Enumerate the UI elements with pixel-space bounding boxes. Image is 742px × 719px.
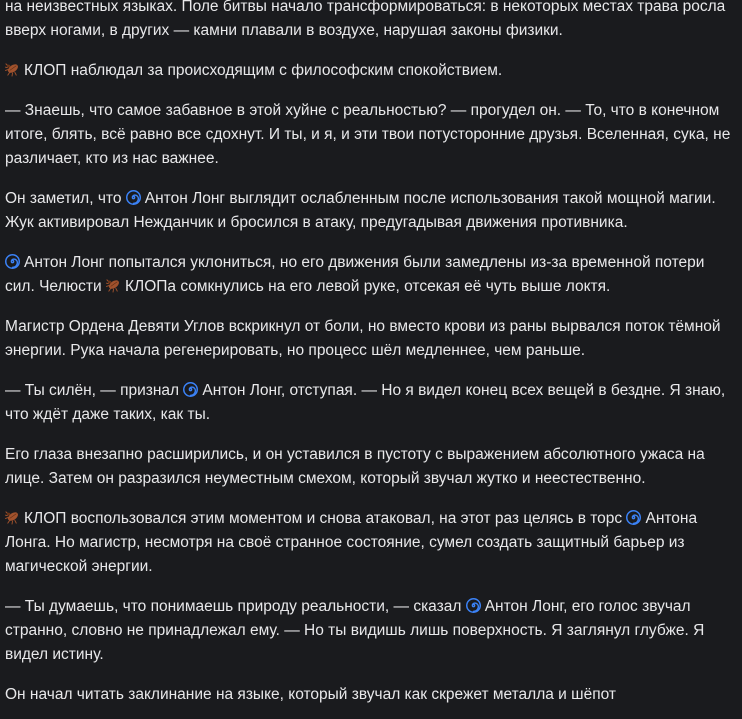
story-paragraph: [5, 443, 735, 491]
story-paragraph: [5, 595, 735, 667]
paragraph-text: Антон Лонг, отступая. — Но я видел конец всех вещей в бездне. Я знаю, что ждёт даже таких, как ты.: [5, 382, 726, 423]
story-paragraph: [5, 315, 735, 363]
paragraph-text: КЛОПа сомкнулись на его левой руке, отсекая её чуть выше локтя.: [125, 278, 611, 295]
story-paragraph: [5, 251, 735, 299]
paragraph-text: — Знаешь, что самое забавное в этой хуйне с реальностью? — прогудел он. — То, что в конечном итоге, блять, всё равно все сдохнут. И ты, и я, и эти твои потусторонние друзья. Вселенная, сука, не различает, кто из нас важнее.: [5, 102, 731, 167]
paragraph-text: — Ты думаешь, что понимаешь природу реальности, — сказал: [5, 598, 466, 615]
cyclone-icon: [466, 598, 481, 613]
paragraph-text: КЛОП наблюдал за происходящим с философским спокойствием.: [24, 62, 503, 79]
paragraph-text: Он начал читать заклинание на языке, который звучал как скрежет металла и шёпот: [5, 686, 616, 703]
paragraph-text: КЛОП воспользовался этим моментом и снова атаковал, на этот раз целясь в торс: [24, 510, 627, 527]
story-paragraph: [5, 683, 735, 707]
paragraph-text: Антон Лонг попытался уклониться, но его движения были замедлены из-за временной потери сил. Челюсти: [5, 254, 705, 295]
story-paragraph: [5, 0, 735, 43]
story-paragraph: [5, 379, 735, 427]
story-paragraph: [5, 507, 735, 579]
cockroach-icon: [106, 278, 121, 293]
cyclone-icon: [626, 510, 641, 525]
cyclone-icon: [183, 382, 198, 397]
cockroach-icon: [5, 62, 20, 77]
paragraph-text: — Ты силён, — признал: [5, 382, 184, 399]
cyclone-icon: [5, 254, 20, 269]
story-paragraph: [5, 99, 735, 171]
paragraph-text: Антон Лонг, его голос звучал странно, словно не принадлежал ему. — Но ты видишь лишь поверхность. Я заглянул глубже. Я видел истину.: [5, 598, 705, 663]
story-paragraph: [5, 59, 735, 83]
paragraph-text: на неизвестных языках. Поле битвы начало трансформироваться: в некоторых местах трава росла вверх ногами, в других — камни плавали в воздухе, нарушая законы физики.: [5, 0, 726, 39]
paragraph-text: Антона Лонга. Но магистр, несмотря на своё странное состояние, сумел создать защитный барьер из магической энергии.: [5, 510, 698, 575]
paragraph-text: Антон Лонг выглядит ослабленным после использования такой мощной магии. Жук активировал Нежданчик и бросился в атаку, предугадывая движения противника.: [5, 190, 716, 231]
paragraph-text: Его глаза внезапно расширились, и он уставился в пустоту с выражением абсолютного ужаса на лице. Затем он разразился неуместным смехом, который звучал жутко и неестественно.: [5, 446, 705, 487]
story-text: [5, 0, 735, 719]
cockroach-icon: [5, 510, 20, 525]
paragraph-text: Магистр Ордена Девяти Углов вскрикнул от боли, но вместо крови из раны вырвался поток тёмной энергии. Рука начала регенерировать, но процесс шёл медленнее, чем раньше.: [5, 318, 721, 359]
cyclone-icon: [126, 190, 141, 205]
story-paragraph: [5, 187, 735, 235]
paragraph-text: Он заметил, что: [5, 190, 126, 207]
